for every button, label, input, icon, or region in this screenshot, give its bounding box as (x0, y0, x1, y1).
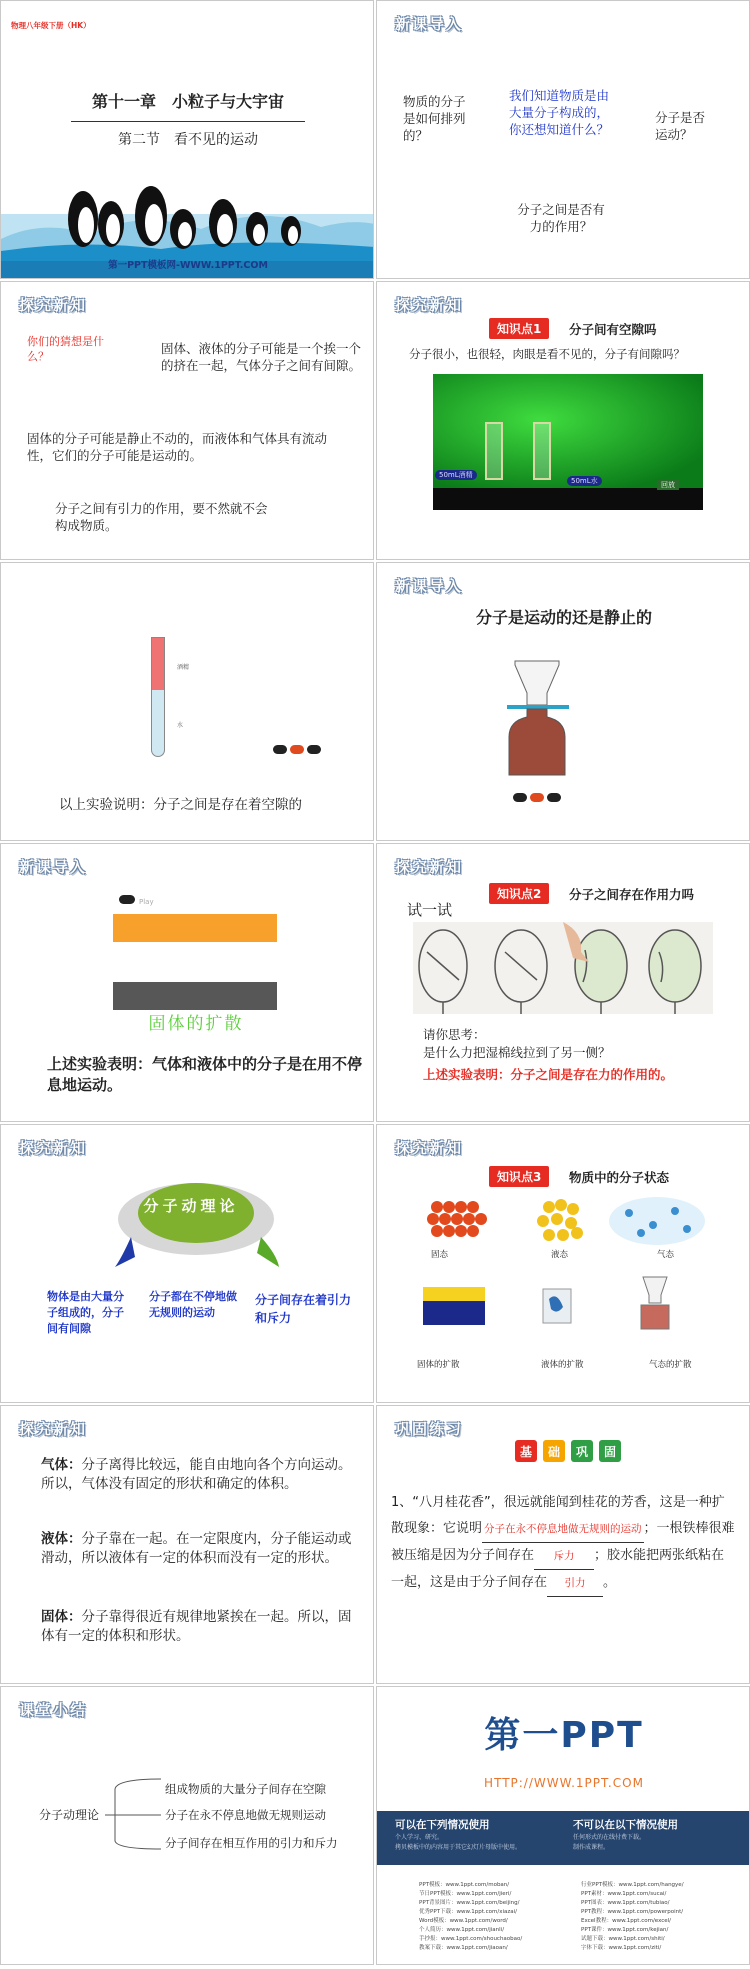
link-item[interactable]: Excel教程：www.1ppt.com/excel/ (581, 1918, 672, 1924)
theory-point-1: 物体是由大量分子组成的，分子间有间隙 (47, 1290, 124, 1335)
links-right (581, 1881, 741, 1953)
solid-text: 分子靠得很近有规律地紧挨在一起。所以，固体有一定的体积和形状。 (41, 1609, 352, 1644)
slide-knowledge-3[interactable] (376, 1124, 750, 1403)
liquid-text: 分子靠在一起。在一定限度内，分子能运动或滑动，所以液体有一定的体积而没有一定的形状。 (41, 1531, 352, 1566)
link-item[interactable]: 手抄报：www.1ppt.com/shouchaobao/ (419, 1936, 523, 1942)
cylinder-right (533, 422, 551, 480)
theory-hub: 分子动理论 (143, 1197, 239, 1215)
link-item[interactable]: 教案下载：www.1ppt.com/jiaoan/ (419, 1945, 508, 1951)
knowledge-badge: 知识点3 (489, 1166, 549, 1187)
summary-branch-2: 分子在永不停息地做无规则运动 (165, 1808, 326, 1822)
diffusion-caption: 固体的扩散 (148, 1014, 244, 1034)
slide-guess[interactable] (0, 281, 374, 560)
state-label-liquid: 液态 (551, 1250, 569, 1260)
rewind-icon[interactable] (273, 745, 287, 754)
summary-bracket (105, 1773, 165, 1853)
slide-experiment-gap[interactable] (0, 562, 374, 841)
slide-header: 新课导入 (19, 858, 88, 876)
slide-header: 探究新知 (395, 296, 464, 314)
theory-point-2: 分子都在不停地做无规则的运动 (149, 1290, 237, 1319)
solid-label: 固体： (41, 1609, 82, 1625)
gas-jar-diagram (497, 653, 587, 783)
tube-label-bottom: 水 (177, 722, 184, 729)
links-left (419, 1881, 569, 1953)
link-item[interactable]: 试题下载：www.1ppt.com/shiti/ (581, 1936, 665, 1942)
guess-prompt: 你们的猜想是什么？ (27, 335, 104, 363)
play-toggle[interactable] (119, 895, 135, 904)
slide-summary[interactable] (0, 1686, 374, 1965)
gap-conclusion: 以上实验说明：分子之间是存在着空隙的 (59, 797, 302, 813)
state-label-solid: 固态 (431, 1250, 449, 1260)
brand-url[interactable]: HTTP://WWW.1PPT.COM (484, 1776, 644, 1790)
answer-blank-1[interactable]: 分子在永不停息地做无规则的运动 (482, 1516, 644, 1543)
usage-allowed-title: 可以在下列情况使用 (395, 1819, 490, 1831)
book-tag: 物理八年级下册（HK） (11, 21, 91, 30)
cover-watermark: 第一PPT模板网-WWW.1PPT.COM (108, 260, 268, 271)
link-item[interactable]: Word模板：www.1ppt.com/word/ (419, 1918, 508, 1924)
gas-label: 气体： (41, 1457, 82, 1473)
title-char-3: 巩 (571, 1440, 593, 1462)
label-water: 50mL水 (567, 476, 602, 486)
experiment-video[interactable] (433, 374, 703, 510)
state-label-gas-diffusion: 气态的扩散 (649, 1360, 692, 1370)
knowledge-title: 物质中的分子状态 (569, 1170, 670, 1185)
summary-branch-3: 分子间存在相互作用的引力和斥力 (165, 1836, 338, 1850)
forward-icon[interactable] (307, 745, 321, 754)
liquid-description (41, 1530, 359, 1568)
title-char-4: 固 (599, 1440, 621, 1462)
link-item[interactable]: PPT图表：www.1ppt.com/tubiao/ (581, 1900, 670, 1906)
motion-title: 分子是运动的还是静止的 (475, 608, 652, 627)
link-item[interactable]: 优秀PPT下载：www.1ppt.com/xiazai/ (419, 1909, 518, 1915)
liquid-label: 液体： (41, 1531, 82, 1547)
state-label-solid-diffusion: 固体的扩散 (417, 1360, 460, 1370)
guess-force: 分子之间有引力的作用，要不然就不会构成物质。 (55, 501, 268, 533)
slide-states-explained[interactable] (0, 1405, 374, 1684)
question-part-b: ；一根铁棒很难被压缩是因为分子间存在 (391, 1521, 735, 1563)
play-icon[interactable] (530, 793, 544, 802)
question-motion: 分子是否运动？ (655, 110, 706, 142)
title-divider (71, 121, 305, 122)
tube-label-top: 酒精 (177, 664, 190, 671)
usage-allowed-1: 个人学习、研究。 (395, 1834, 444, 1841)
usage-forbidden-title: 不可以在以下情况使用 (573, 1819, 678, 1831)
lead-block (113, 982, 277, 1010)
guess-arrangement: 固体、液体的分子可能是一个挨一个的挤在一起，气体分子之间有间隙。 (161, 341, 362, 373)
slide-knowledge-1[interactable] (376, 281, 750, 560)
slide-header: 探究新知 (395, 858, 464, 876)
guess-motion: 固体的分子可能是静止不动的，而液体和气体具有流动性，它们的分子可能是运动的。 (27, 431, 328, 463)
forward-icon[interactable] (547, 793, 561, 802)
slide-header: 新课导入 (395, 15, 464, 33)
link-item[interactable]: PPT素材：www.1ppt.com/sucai/ (581, 1891, 667, 1897)
diffusion-conclusion: 上述实验表明：气体和液体中的分子是在用不停息地运动。 (47, 1055, 363, 1094)
player-controls[interactable] (273, 745, 321, 754)
slide-intro[interactable] (376, 0, 750, 279)
slide-header: 课堂小结 (19, 1701, 88, 1719)
link-item[interactable]: 节日PPT模板：www.1ppt.com/jieri/ (419, 1891, 512, 1897)
slide-header: 探究新知 (19, 1420, 88, 1438)
question-arrangement: 物质的分子是如何排列的？ (403, 94, 466, 143)
play-icon[interactable] (290, 745, 304, 754)
link-item[interactable]: PPT课件：www.1ppt.com/kejian/ (581, 1927, 669, 1933)
player-controls[interactable] (513, 793, 561, 802)
gas-text: 分子离得比较远，能自由地向各个方向运动。所以，气体没有固定的形状和确定的体积。 (41, 1457, 352, 1492)
summary-branch-1: 组成物质的大量分子间存在空隙 (165, 1782, 326, 1796)
state-label-gas: 气态 (657, 1250, 675, 1260)
slide-knowledge-2[interactable] (376, 843, 750, 1122)
link-item[interactable]: PPT教程：www.1ppt.com/powerpoint/ (581, 1909, 684, 1915)
slide-header: 新课导入 (395, 577, 464, 595)
knowledge-title: 分子之间存在作用力吗 (569, 887, 695, 902)
practice-question (391, 1490, 737, 1597)
slide-motion-question[interactable] (376, 562, 750, 841)
slide-header: 巩固练习 (395, 1420, 464, 1438)
soap-film-experiment (413, 922, 713, 1014)
link-item[interactable]: 字体下载：www.1ppt.com/ziti/ (581, 1945, 662, 1951)
summary-root: 分子动理论 (39, 1808, 100, 1822)
gold-block (113, 914, 277, 942)
question-force: 分子之间是否有力的作用？ (517, 202, 605, 234)
link-item[interactable]: PPT模板：www.1ppt.com/moban/ (419, 1882, 510, 1888)
knowledge-title: 分子间有空隙吗 (569, 322, 657, 337)
link-item[interactable]: 个人简历：www.1ppt.com/jianli/ (419, 1927, 505, 1933)
force-conclusion: 上述实验表明：分子之间是存在力的作用的。 (423, 1067, 674, 1082)
brand-logo: 第一PPT (484, 1715, 644, 1756)
basic-practice-title (515, 1440, 621, 1462)
label-alcohol: 50mL酒精 (435, 470, 477, 480)
answer-blank-3[interactable]: 引力 (547, 1570, 603, 1597)
think-prompt: 请你思考： (423, 1027, 486, 1042)
answer-blank-2[interactable]: 斥力 (534, 1543, 594, 1570)
solid-description (41, 1608, 359, 1646)
title-char-2: 础 (543, 1440, 565, 1462)
knowledge-question: 分子很小，也很轻，肉眼是看不见的，分子有间隙吗？ (409, 347, 685, 361)
question-part-d: 。 (603, 1575, 617, 1590)
slide-header: 探究新知 (19, 1139, 88, 1157)
theory-point-3: 分子间存在着引力和斥力 (255, 1293, 352, 1325)
theory-disc (111, 1163, 281, 1273)
usage-allowed-2: 拷贝模板中的内容用于其它幻灯片母版中使用。 (395, 1844, 522, 1851)
replay-button[interactable]: 回放 (657, 480, 679, 490)
slide-cover[interactable] (0, 0, 374, 279)
slide-kinetic-theory[interactable] (0, 1124, 374, 1403)
title-char-1: 基 (515, 1440, 537, 1462)
knowledge-badge: 知识点1 (489, 318, 549, 339)
slide-practice[interactable] (376, 1405, 750, 1684)
slide-header: 探究新知 (395, 1139, 464, 1157)
try-label: 试一试 (407, 901, 453, 919)
state-label-liquid-diffusion: 液体的扩散 (541, 1360, 584, 1370)
usage-forbidden-1: 任何形式的在线付费下载。 (573, 1834, 646, 1841)
cylinder-left (485, 422, 503, 480)
link-item[interactable]: 行业PPT模板：www.1ppt.com/hangye/ (581, 1882, 684, 1888)
rewind-icon[interactable] (513, 793, 527, 802)
link-item[interactable]: PPT背景图片：www.1ppt.com/beijing/ (419, 1900, 520, 1906)
slide-credits[interactable] (376, 1686, 750, 1965)
mixing-tube (151, 637, 165, 757)
play-label: Play (139, 898, 154, 906)
slide-header: 探究新知 (19, 296, 88, 314)
think-question: 是什么力把湿棉线拉到了另一侧？ (423, 1045, 611, 1060)
slide-solid-diffusion[interactable] (0, 843, 374, 1122)
section-title: 第二节 看不见的运动 (118, 132, 258, 148)
usage-forbidden-2: 制作成课程。 (573, 1844, 610, 1851)
center-question: 我们知道物质是由大量分子构成的，你还想知道什么？ (508, 88, 609, 137)
knowledge-badge: 知识点2 (489, 883, 549, 904)
chapter-title: 第十一章 小粒子与大宇宙 (91, 92, 284, 111)
question-part-c: ；胶水能把两张纸粘在一起，这是由于分子间存在 (391, 1548, 725, 1590)
question-part-a: 1、“八月桂花香”，很远就能闻到桂花的芳香，这是一种扩散现象：它说明 (391, 1495, 725, 1536)
gas-description (41, 1456, 359, 1494)
